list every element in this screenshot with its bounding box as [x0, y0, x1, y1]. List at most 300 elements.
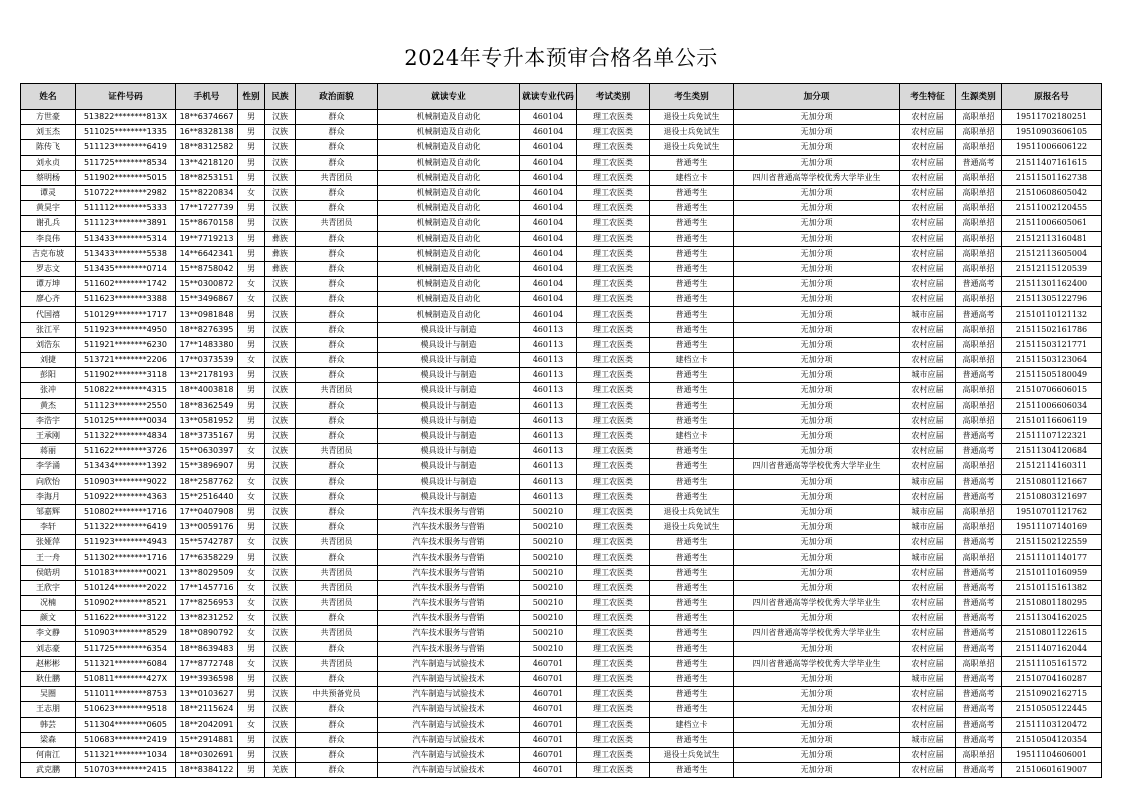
cell-ethnicity: 汉族 — [265, 687, 296, 702]
cell-phone: 13**0059176 — [176, 520, 238, 535]
cell-candidate-feature: 农村应届 — [900, 459, 956, 474]
table-row — [21, 474, 1102, 489]
cell-political-status: 群众 — [296, 185, 378, 200]
cell-major-code: 460104 — [520, 307, 577, 322]
cell-major-code: 460701 — [520, 702, 577, 717]
cell-name: 王志朋 — [21, 702, 76, 717]
cell-phone: 16**8328138 — [176, 125, 238, 140]
cell-candidate-feature: 农村应届 — [900, 763, 956, 778]
cell-id-number: 511112********5333 — [76, 201, 176, 216]
header-row — [21, 84, 1102, 110]
cell-gender: 女 — [238, 596, 265, 611]
cell-major-code: 460104 — [520, 261, 577, 276]
cell-bonus-item: 无加分项 — [734, 383, 900, 398]
table-row — [21, 246, 1102, 261]
cell-registration-number: 21511105161572 — [1002, 656, 1102, 671]
table-row — [21, 504, 1102, 519]
cell-ethnicity: 汉族 — [265, 125, 296, 140]
cell-phone: 17**0407908 — [176, 504, 238, 519]
table-row — [21, 702, 1102, 717]
cell-major-code: 500210 — [520, 550, 577, 565]
cell-bonus-item: 无加分项 — [734, 185, 900, 200]
cell-candidate-feature: 农村应届 — [900, 641, 956, 656]
cell-phone: 18**8384122 — [176, 763, 238, 778]
cell-phone: 15**8220834 — [176, 185, 238, 200]
cell-candidate-feature: 农村应届 — [900, 322, 956, 337]
cell-exam-category: 理工农医类 — [577, 732, 650, 747]
cell-registration-number: 21510801121667 — [1002, 474, 1102, 489]
table-row — [21, 216, 1102, 231]
cell-major-code: 460104 — [520, 246, 577, 261]
cell-political-status: 群众 — [296, 110, 378, 125]
cell-candidate-category: 退役士兵免试生 — [650, 140, 734, 155]
cell-major-code: 460104 — [520, 155, 577, 170]
cell-exam-category: 理工农医类 — [577, 596, 650, 611]
header-id-number: 证件号码 — [76, 84, 176, 110]
cell-exam-category: 理工农医类 — [577, 702, 650, 717]
cell-ethnicity: 彝族 — [265, 231, 296, 246]
cell-political-status: 群众 — [296, 155, 378, 170]
header-name: 姓名 — [21, 84, 76, 110]
cell-candidate-category: 普通考生 — [650, 185, 734, 200]
cell-phone: 17**0373539 — [176, 353, 238, 368]
cell-exam-category: 理工农医类 — [577, 140, 650, 155]
cell-political-status: 群众 — [296, 550, 378, 565]
cell-political-status: 群众 — [296, 413, 378, 428]
table-row — [21, 307, 1102, 322]
cell-phone: 18**8276395 — [176, 322, 238, 337]
cell-gender: 女 — [238, 474, 265, 489]
cell-candidate-feature: 农村应届 — [900, 626, 956, 641]
cell-gender: 男 — [238, 641, 265, 656]
cell-political-status: 群众 — [296, 504, 378, 519]
cell-major-code: 500210 — [520, 535, 577, 550]
cell-ethnicity: 汉族 — [265, 535, 296, 550]
cell-phone: 18**8312582 — [176, 140, 238, 155]
cell-exam-category: 理工农医类 — [577, 489, 650, 504]
cell-gender: 男 — [238, 322, 265, 337]
cell-major-code: 500210 — [520, 580, 577, 595]
cell-bonus-item: 无加分项 — [734, 717, 900, 732]
cell-major-code: 500210 — [520, 504, 577, 519]
cell-candidate-category: 普通考生 — [650, 489, 734, 504]
cell-registration-number: 21512113605004 — [1002, 246, 1102, 261]
cell-registration-number: 19511006606122 — [1002, 140, 1102, 155]
cell-political-status: 共青团员 — [296, 596, 378, 611]
cell-candidate-category: 普通考生 — [650, 641, 734, 656]
cell-name: 张冲 — [21, 383, 76, 398]
cell-id-number: 510811********427X — [76, 671, 176, 686]
cell-bonus-item: 无加分项 — [734, 504, 900, 519]
cell-phone: 13**0581952 — [176, 413, 238, 428]
cell-candidate-category: 普通考生 — [650, 535, 734, 550]
table-row — [21, 747, 1102, 762]
cell-exam-category: 理工农医类 — [577, 474, 650, 489]
cell-id-number: 513435********0714 — [76, 261, 176, 276]
cell-major: 机械制造及自动化 — [378, 292, 520, 307]
cell-major: 汽车制造与试验技术 — [378, 732, 520, 747]
cell-exam-category: 理工农医类 — [577, 383, 650, 398]
cell-major: 汽车技术服务与营销 — [378, 611, 520, 626]
cell-major: 机械制造及自动化 — [378, 185, 520, 200]
cell-phone: 18**2587762 — [176, 474, 238, 489]
cell-major: 模具设计与制造 — [378, 353, 520, 368]
cell-major-code: 460113 — [520, 444, 577, 459]
cell-candidate-feature: 农村应届 — [900, 717, 956, 732]
table-row — [21, 626, 1102, 641]
cell-gender: 女 — [238, 185, 265, 200]
cell-source-category: 普通高考 — [956, 596, 1002, 611]
table-row — [21, 565, 1102, 580]
cell-name: 谭灵 — [21, 185, 76, 200]
cell-bonus-item: 无加分项 — [734, 125, 900, 140]
cell-source-category: 高职单招 — [956, 185, 1002, 200]
cell-exam-category: 理工农医类 — [577, 535, 650, 550]
cell-candidate-category: 普通考生 — [650, 155, 734, 170]
cell-candidate-category: 建档立卡 — [650, 353, 734, 368]
cell-candidate-feature: 农村应届 — [900, 398, 956, 413]
cell-political-status: 群众 — [296, 671, 378, 686]
cell-ethnicity: 汉族 — [265, 383, 296, 398]
cell-gender: 女 — [238, 565, 265, 580]
cell-source-category: 普通高考 — [956, 489, 1002, 504]
cell-gender: 男 — [238, 216, 265, 231]
cell-major-code: 460701 — [520, 671, 577, 686]
table-row — [21, 489, 1102, 504]
cell-gender: 男 — [238, 520, 265, 535]
cell-candidate-feature: 农村应届 — [900, 611, 956, 626]
cell-id-number: 510124********2022 — [76, 580, 176, 595]
cell-candidate-feature: 农村应届 — [900, 277, 956, 292]
cell-gender: 男 — [238, 307, 265, 322]
cell-phone: 18**2042091 — [176, 717, 238, 732]
cell-exam-category: 理工农医类 — [577, 626, 650, 641]
cell-bonus-item: 无加分项 — [734, 246, 900, 261]
cell-source-category: 高职单招 — [956, 398, 1002, 413]
cell-major: 机械制造及自动化 — [378, 140, 520, 155]
cell-major: 机械制造及自动化 — [378, 170, 520, 185]
cell-candidate-category: 普通考生 — [650, 611, 734, 626]
cell-major-code: 460113 — [520, 489, 577, 504]
cell-gender: 男 — [238, 763, 265, 778]
table-row — [21, 292, 1102, 307]
cell-gender: 女 — [238, 353, 265, 368]
cell-source-category: 高职单招 — [956, 353, 1002, 368]
cell-source-category: 高职单招 — [956, 504, 1002, 519]
cell-registration-number: 19510701121762 — [1002, 504, 1102, 519]
cell-ethnicity: 汉族 — [265, 656, 296, 671]
cell-registration-number: 21510504120354 — [1002, 732, 1102, 747]
cell-candidate-feature: 城市应届 — [900, 550, 956, 565]
cell-name: 李轩 — [21, 520, 76, 535]
cell-candidate-category: 普通考生 — [650, 368, 734, 383]
cell-phone: 15**8670158 — [176, 216, 238, 231]
cell-ethnicity: 汉族 — [265, 110, 296, 125]
cell-source-category: 普通高考 — [956, 717, 1002, 732]
cell-ethnicity: 汉族 — [265, 292, 296, 307]
cell-registration-number: 21511502161786 — [1002, 322, 1102, 337]
cell-candidate-category: 退役士兵免试生 — [650, 110, 734, 125]
cell-exam-category: 理工农医类 — [577, 656, 650, 671]
cell-id-number: 511623********3388 — [76, 292, 176, 307]
cell-ethnicity: 汉族 — [265, 428, 296, 443]
cell-source-category: 普通高考 — [956, 428, 1002, 443]
cell-major-code: 460104 — [520, 125, 577, 140]
cell-id-number: 511622********3122 — [76, 611, 176, 626]
cell-major-code: 460104 — [520, 216, 577, 231]
cell-political-status: 群众 — [296, 246, 378, 261]
table-row — [21, 535, 1102, 550]
cell-ethnicity: 汉族 — [265, 550, 296, 565]
cell-registration-number: 21512114160311 — [1002, 459, 1102, 474]
cell-phone: 18**8253151 — [176, 170, 238, 185]
cell-phone: 18**6374667 — [176, 110, 238, 125]
cell-registration-number: 21510801180295 — [1002, 596, 1102, 611]
cell-bonus-item: 无加分项 — [734, 671, 900, 686]
cell-candidate-category: 普通考生 — [650, 596, 734, 611]
cell-major: 汽车技术服务与营销 — [378, 641, 520, 656]
cell-phone: 15**2914881 — [176, 732, 238, 747]
cell-registration-number: 21511503121771 — [1002, 337, 1102, 352]
cell-registration-number: 21510505122445 — [1002, 702, 1102, 717]
cell-ethnicity: 汉族 — [265, 474, 296, 489]
cell-major: 汽车技术服务与营销 — [378, 504, 520, 519]
cell-source-category: 高职单招 — [956, 656, 1002, 671]
cell-id-number: 510183********0021 — [76, 565, 176, 580]
table-row — [21, 155, 1102, 170]
cell-ethnicity: 汉族 — [265, 459, 296, 474]
header-exam-category: 考试类别 — [577, 84, 650, 110]
cell-id-number: 510683********2419 — [76, 732, 176, 747]
cell-exam-category: 理工农医类 — [577, 322, 650, 337]
cell-name: 张娅萍 — [21, 535, 76, 550]
cell-political-status: 群众 — [296, 611, 378, 626]
cell-phone: 15**8758042 — [176, 261, 238, 276]
cell-id-number: 511902********5015 — [76, 170, 176, 185]
cell-gender: 女 — [238, 717, 265, 732]
cell-political-status: 群众 — [296, 231, 378, 246]
cell-gender: 男 — [238, 732, 265, 747]
cell-major: 汽车制造与试验技术 — [378, 747, 520, 762]
cell-gender: 男 — [238, 201, 265, 216]
cell-political-status: 共青团员 — [296, 656, 378, 671]
cell-bonus-item: 无加分项 — [734, 580, 900, 595]
cell-source-category: 普通高考 — [956, 277, 1002, 292]
cell-ethnicity: 汉族 — [265, 170, 296, 185]
cell-source-category: 高职单招 — [956, 201, 1002, 216]
cell-major-code: 460113 — [520, 337, 577, 352]
cell-bonus-item: 无加分项 — [734, 535, 900, 550]
cell-bonus-item: 无加分项 — [734, 732, 900, 747]
cell-ethnicity: 汉族 — [265, 185, 296, 200]
cell-bonus-item: 无加分项 — [734, 368, 900, 383]
cell-candidate-category: 普通考生 — [650, 687, 734, 702]
cell-major-code: 460701 — [520, 687, 577, 702]
cell-source-category: 高职单招 — [956, 110, 1002, 125]
cell-major-code: 460113 — [520, 398, 577, 413]
cell-candidate-feature: 城市应届 — [900, 671, 956, 686]
cell-source-category: 普通高考 — [956, 580, 1002, 595]
cell-major: 汽车制造与试验技术 — [378, 702, 520, 717]
cell-major: 机械制造及自动化 — [378, 155, 520, 170]
table-row — [21, 322, 1102, 337]
cell-major: 模具设计与制造 — [378, 474, 520, 489]
cell-major-code: 460113 — [520, 368, 577, 383]
cell-candidate-category: 普通考生 — [650, 474, 734, 489]
cell-source-category: 普通高考 — [956, 368, 1002, 383]
cell-bonus-item: 四川省普通高等学校优秀大学毕业生 — [734, 596, 900, 611]
table-row — [21, 413, 1102, 428]
cell-bonus-item: 无加分项 — [734, 337, 900, 352]
cell-id-number: 511622********3726 — [76, 444, 176, 459]
cell-major-code: 500210 — [520, 520, 577, 535]
header-gender: 性别 — [238, 84, 265, 110]
cell-id-number: 513822********813X — [76, 110, 176, 125]
cell-source-category: 高职单招 — [956, 170, 1002, 185]
cell-registration-number: 21511002120455 — [1002, 201, 1102, 216]
cell-ethnicity: 汉族 — [265, 322, 296, 337]
cell-candidate-category: 普通考生 — [650, 732, 734, 747]
cell-source-category: 高职单招 — [956, 216, 1002, 231]
cell-bonus-item: 四川省普通高等学校优秀大学毕业生 — [734, 626, 900, 641]
cell-major-code: 460701 — [520, 656, 577, 671]
cell-id-number: 513433********5314 — [76, 231, 176, 246]
cell-major-code: 460701 — [520, 763, 577, 778]
cell-gender: 男 — [238, 140, 265, 155]
table-row — [21, 185, 1102, 200]
cell-major: 机械制造及自动化 — [378, 125, 520, 140]
cell-exam-category: 理工农医类 — [577, 671, 650, 686]
cell-registration-number: 21511006606034 — [1002, 398, 1102, 413]
cell-major-code: 500210 — [520, 565, 577, 580]
cell-candidate-category: 普通考生 — [650, 231, 734, 246]
cell-phone: 13**0981848 — [176, 307, 238, 322]
cell-ethnicity: 汉族 — [265, 732, 296, 747]
cell-id-number: 511321********1034 — [76, 747, 176, 762]
cell-major-code: 500210 — [520, 641, 577, 656]
cell-candidate-category: 普通考生 — [650, 261, 734, 276]
cell-ethnicity: 汉族 — [265, 140, 296, 155]
table-row — [21, 170, 1102, 185]
cell-source-category: 普通高考 — [956, 307, 1002, 322]
cell-candidate-feature: 农村应届 — [900, 155, 956, 170]
table-row — [21, 611, 1102, 626]
cell-candidate-feature: 农村应届 — [900, 125, 956, 140]
header-major: 就读专业 — [378, 84, 520, 110]
cell-registration-number: 21511107122321 — [1002, 428, 1102, 443]
cell-political-status: 共青团员 — [296, 383, 378, 398]
cell-major: 模具设计与制造 — [378, 322, 520, 337]
cell-phone: 15**5742787 — [176, 535, 238, 550]
cell-ethnicity: 汉族 — [265, 611, 296, 626]
cell-name: 陈传飞 — [21, 140, 76, 155]
cell-candidate-feature: 城市应届 — [900, 732, 956, 747]
cell-phone: 14**6642341 — [176, 246, 238, 261]
cell-source-category: 高职单招 — [956, 261, 1002, 276]
cell-phone: 13**4218120 — [176, 155, 238, 170]
cell-ethnicity: 汉族 — [265, 201, 296, 216]
cell-candidate-category: 普通考生 — [650, 246, 734, 261]
cell-phone: 15**3896907 — [176, 459, 238, 474]
cell-major: 汽车制造与试验技术 — [378, 717, 520, 732]
cell-political-status: 共青团员 — [296, 216, 378, 231]
cell-candidate-feature: 农村应届 — [900, 489, 956, 504]
header-candidate-feature: 考生特征 — [900, 84, 956, 110]
cell-id-number: 511123********6419 — [76, 140, 176, 155]
cell-phone: 18**8639483 — [176, 641, 238, 656]
header-ethnicity: 民族 — [265, 84, 296, 110]
cell-candidate-feature: 农村应届 — [900, 747, 956, 762]
cell-phone: 13**0103627 — [176, 687, 238, 702]
cell-exam-category: 理工农医类 — [577, 717, 650, 732]
cell-exam-category: 理工农医类 — [577, 337, 650, 352]
cell-candidate-category: 退役士兵免试生 — [650, 125, 734, 140]
cell-political-status: 中共预备党员 — [296, 687, 378, 702]
cell-bonus-item: 无加分项 — [734, 428, 900, 443]
cell-major: 模具设计与制造 — [378, 459, 520, 474]
cell-candidate-feature: 农村应届 — [900, 353, 956, 368]
cell-political-status: 群众 — [296, 307, 378, 322]
cell-bonus-item: 无加分项 — [734, 702, 900, 717]
cell-candidate-category: 退役士兵免试生 — [650, 504, 734, 519]
cell-candidate-feature: 农村应届 — [900, 110, 956, 125]
cell-major-code: 460104 — [520, 110, 577, 125]
cell-political-status: 群众 — [296, 322, 378, 337]
cell-name: 方世豪 — [21, 110, 76, 125]
cell-exam-category: 理工农医类 — [577, 292, 650, 307]
table-row — [21, 398, 1102, 413]
cell-registration-number: 21510601619007 — [1002, 763, 1102, 778]
table-row — [21, 428, 1102, 443]
cell-major-code: 460104 — [520, 140, 577, 155]
cell-gender: 女 — [238, 580, 265, 595]
cell-gender: 女 — [238, 277, 265, 292]
cell-source-category: 普通高考 — [956, 155, 1002, 170]
cell-ethnicity: 汉族 — [265, 626, 296, 641]
cell-exam-category: 理工农医类 — [577, 185, 650, 200]
cell-registration-number: 19510903606105 — [1002, 125, 1102, 140]
cell-id-number: 510902********8521 — [76, 596, 176, 611]
cell-major: 汽车制造与试验技术 — [378, 763, 520, 778]
cell-political-status: 群众 — [296, 489, 378, 504]
cell-name: 刘捷 — [21, 353, 76, 368]
cell-gender: 女 — [238, 626, 265, 641]
cell-id-number: 511923********4943 — [76, 535, 176, 550]
cell-registration-number: 21510110121132 — [1002, 307, 1102, 322]
cell-registration-number: 21510608605042 — [1002, 185, 1102, 200]
header-phone: 手机号 — [176, 84, 238, 110]
cell-phone: 17**6358229 — [176, 550, 238, 565]
cell-phone: 15**3496867 — [176, 292, 238, 307]
cell-major: 模具设计与制造 — [378, 428, 520, 443]
cell-major: 汽车技术服务与营销 — [378, 520, 520, 535]
cell-gender: 女 — [238, 489, 265, 504]
cell-major-code: 460104 — [520, 277, 577, 292]
cell-candidate-feature: 农村应届 — [900, 565, 956, 580]
cell-major-code: 460701 — [520, 747, 577, 762]
cell-name: 况楠 — [21, 596, 76, 611]
cell-source-category: 普通高考 — [956, 687, 1002, 702]
cell-name: 廖心齐 — [21, 292, 76, 307]
cell-gender: 男 — [238, 550, 265, 565]
cell-bonus-item: 无加分项 — [734, 231, 900, 246]
cell-ethnicity: 汉族 — [265, 580, 296, 595]
cell-registration-number: 21510110160959 — [1002, 565, 1102, 580]
cell-name: 李海月 — [21, 489, 76, 504]
cell-name: 何南江 — [21, 747, 76, 762]
cell-id-number: 510129********1717 — [76, 307, 176, 322]
cell-major: 机械制造及自动化 — [378, 216, 520, 231]
